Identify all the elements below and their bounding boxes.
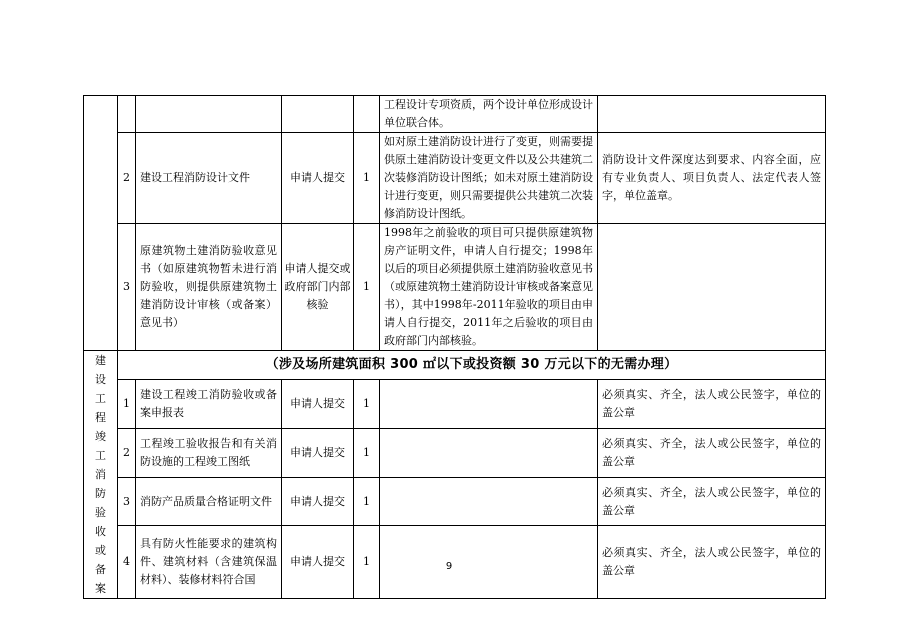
table-row (84, 477, 826, 526)
row-number: 4 (118, 526, 136, 599)
copy-count: 1 (354, 477, 380, 526)
category-cell-prev (84, 96, 118, 351)
material-source: 申请人提交或政府部门内部核验 (282, 224, 354, 351)
material-requirement (598, 96, 826, 133)
copy-count: 1 (354, 380, 380, 429)
row-number (118, 96, 136, 133)
copy-count: 1 (354, 133, 380, 224)
material-requirement: 必须真实、齐全，法人或公民签字，单位的盖公章 (598, 428, 826, 477)
material-name: 建设工程消防设计文件 (136, 133, 282, 224)
table-row (84, 96, 826, 133)
materials-table (83, 95, 826, 599)
copy-count: 1 (354, 224, 380, 351)
section-header-row (84, 351, 826, 380)
material-description: 1998年之前验收的项目可只提供原建筑物房产证明文件，申请人自行提交；1998年以后的项目必须提供原土建消防验收意见书（或原建筑物土建消防设计审核或备案意见书），其中1998年-2011年验收的项目由申请人自行提交，2011年之后验收的项目由政府部门内部核验。 (380, 224, 598, 351)
copy-count: 1 (354, 526, 380, 599)
material-requirement: 必须真实、齐全，法人或公民签字，单位的盖公章 (598, 380, 826, 429)
material-requirement: 必须真实、齐全，法人或公民签字，单位的盖公章 (598, 477, 826, 526)
material-description: 如对原土建消防设计进行了变更，则需要提供原土建消防设计变更文件以及公共建筑二次装修消防设计图纸；如未对原土建消防设计进行变更，则只需要提供公共建筑二次装修消防设计图纸。 (380, 133, 598, 224)
material-requirement: 必须真实、齐全，法人或公民签字，单位的盖公章 (598, 526, 826, 599)
material-name (136, 96, 282, 133)
row-number: 2 (118, 133, 136, 224)
row-number: 3 (118, 477, 136, 526)
material-source: 申请人提交 (282, 380, 354, 429)
material-source: 申请人提交 (282, 477, 354, 526)
material-description (380, 477, 598, 526)
material-name: 工程竣工验收报告和有关消防设施的工程竣工图纸 (136, 428, 282, 477)
section-note: （涉及场所建筑面积 300 ㎡以下或投资额 30 万元以下的无需办理） (118, 351, 826, 380)
copy-count: 1 (354, 428, 380, 477)
table-row (84, 224, 826, 351)
material-source: 申请人提交 (282, 133, 354, 224)
material-name: 消防产品质量合格证明文件 (136, 477, 282, 526)
table-row (84, 133, 826, 224)
row-number: 1 (118, 380, 136, 429)
material-description (380, 428, 598, 477)
table-row (84, 428, 826, 477)
material-description (380, 380, 598, 429)
material-name: 原建筑物土建消防验收意见书（如原建筑物暂未进行消防验收，则提供原建筑物土建消防设计审核（或备案）意见书） (136, 224, 282, 351)
copy-count (354, 96, 380, 133)
category-cell: 建设工程竣工消防验收或备案 (84, 351, 118, 599)
material-name: 具有防火性能要求的建筑构件、建筑材料（含建筑保温材料）、装修材料符合国 (136, 526, 282, 599)
material-description: 工程设计专项资质，两个设计单位形成设计单位联合体。 (380, 96, 598, 133)
material-name: 建设工程竣工消防验收或备案申报表 (136, 380, 282, 429)
material-source: 申请人提交 (282, 526, 354, 599)
material-requirement (598, 224, 826, 351)
material-requirement: 消防设计文件深度达到要求、内容全面，应有专业负责人、项目负责人、法定代表人签字，单位盖章。 (598, 133, 826, 224)
row-number: 2 (118, 428, 136, 477)
row-number: 3 (118, 224, 136, 351)
material-source (282, 96, 354, 133)
table-row (84, 380, 826, 429)
material-source: 申请人提交 (282, 428, 354, 477)
page-number: 9 (445, 561, 453, 572)
